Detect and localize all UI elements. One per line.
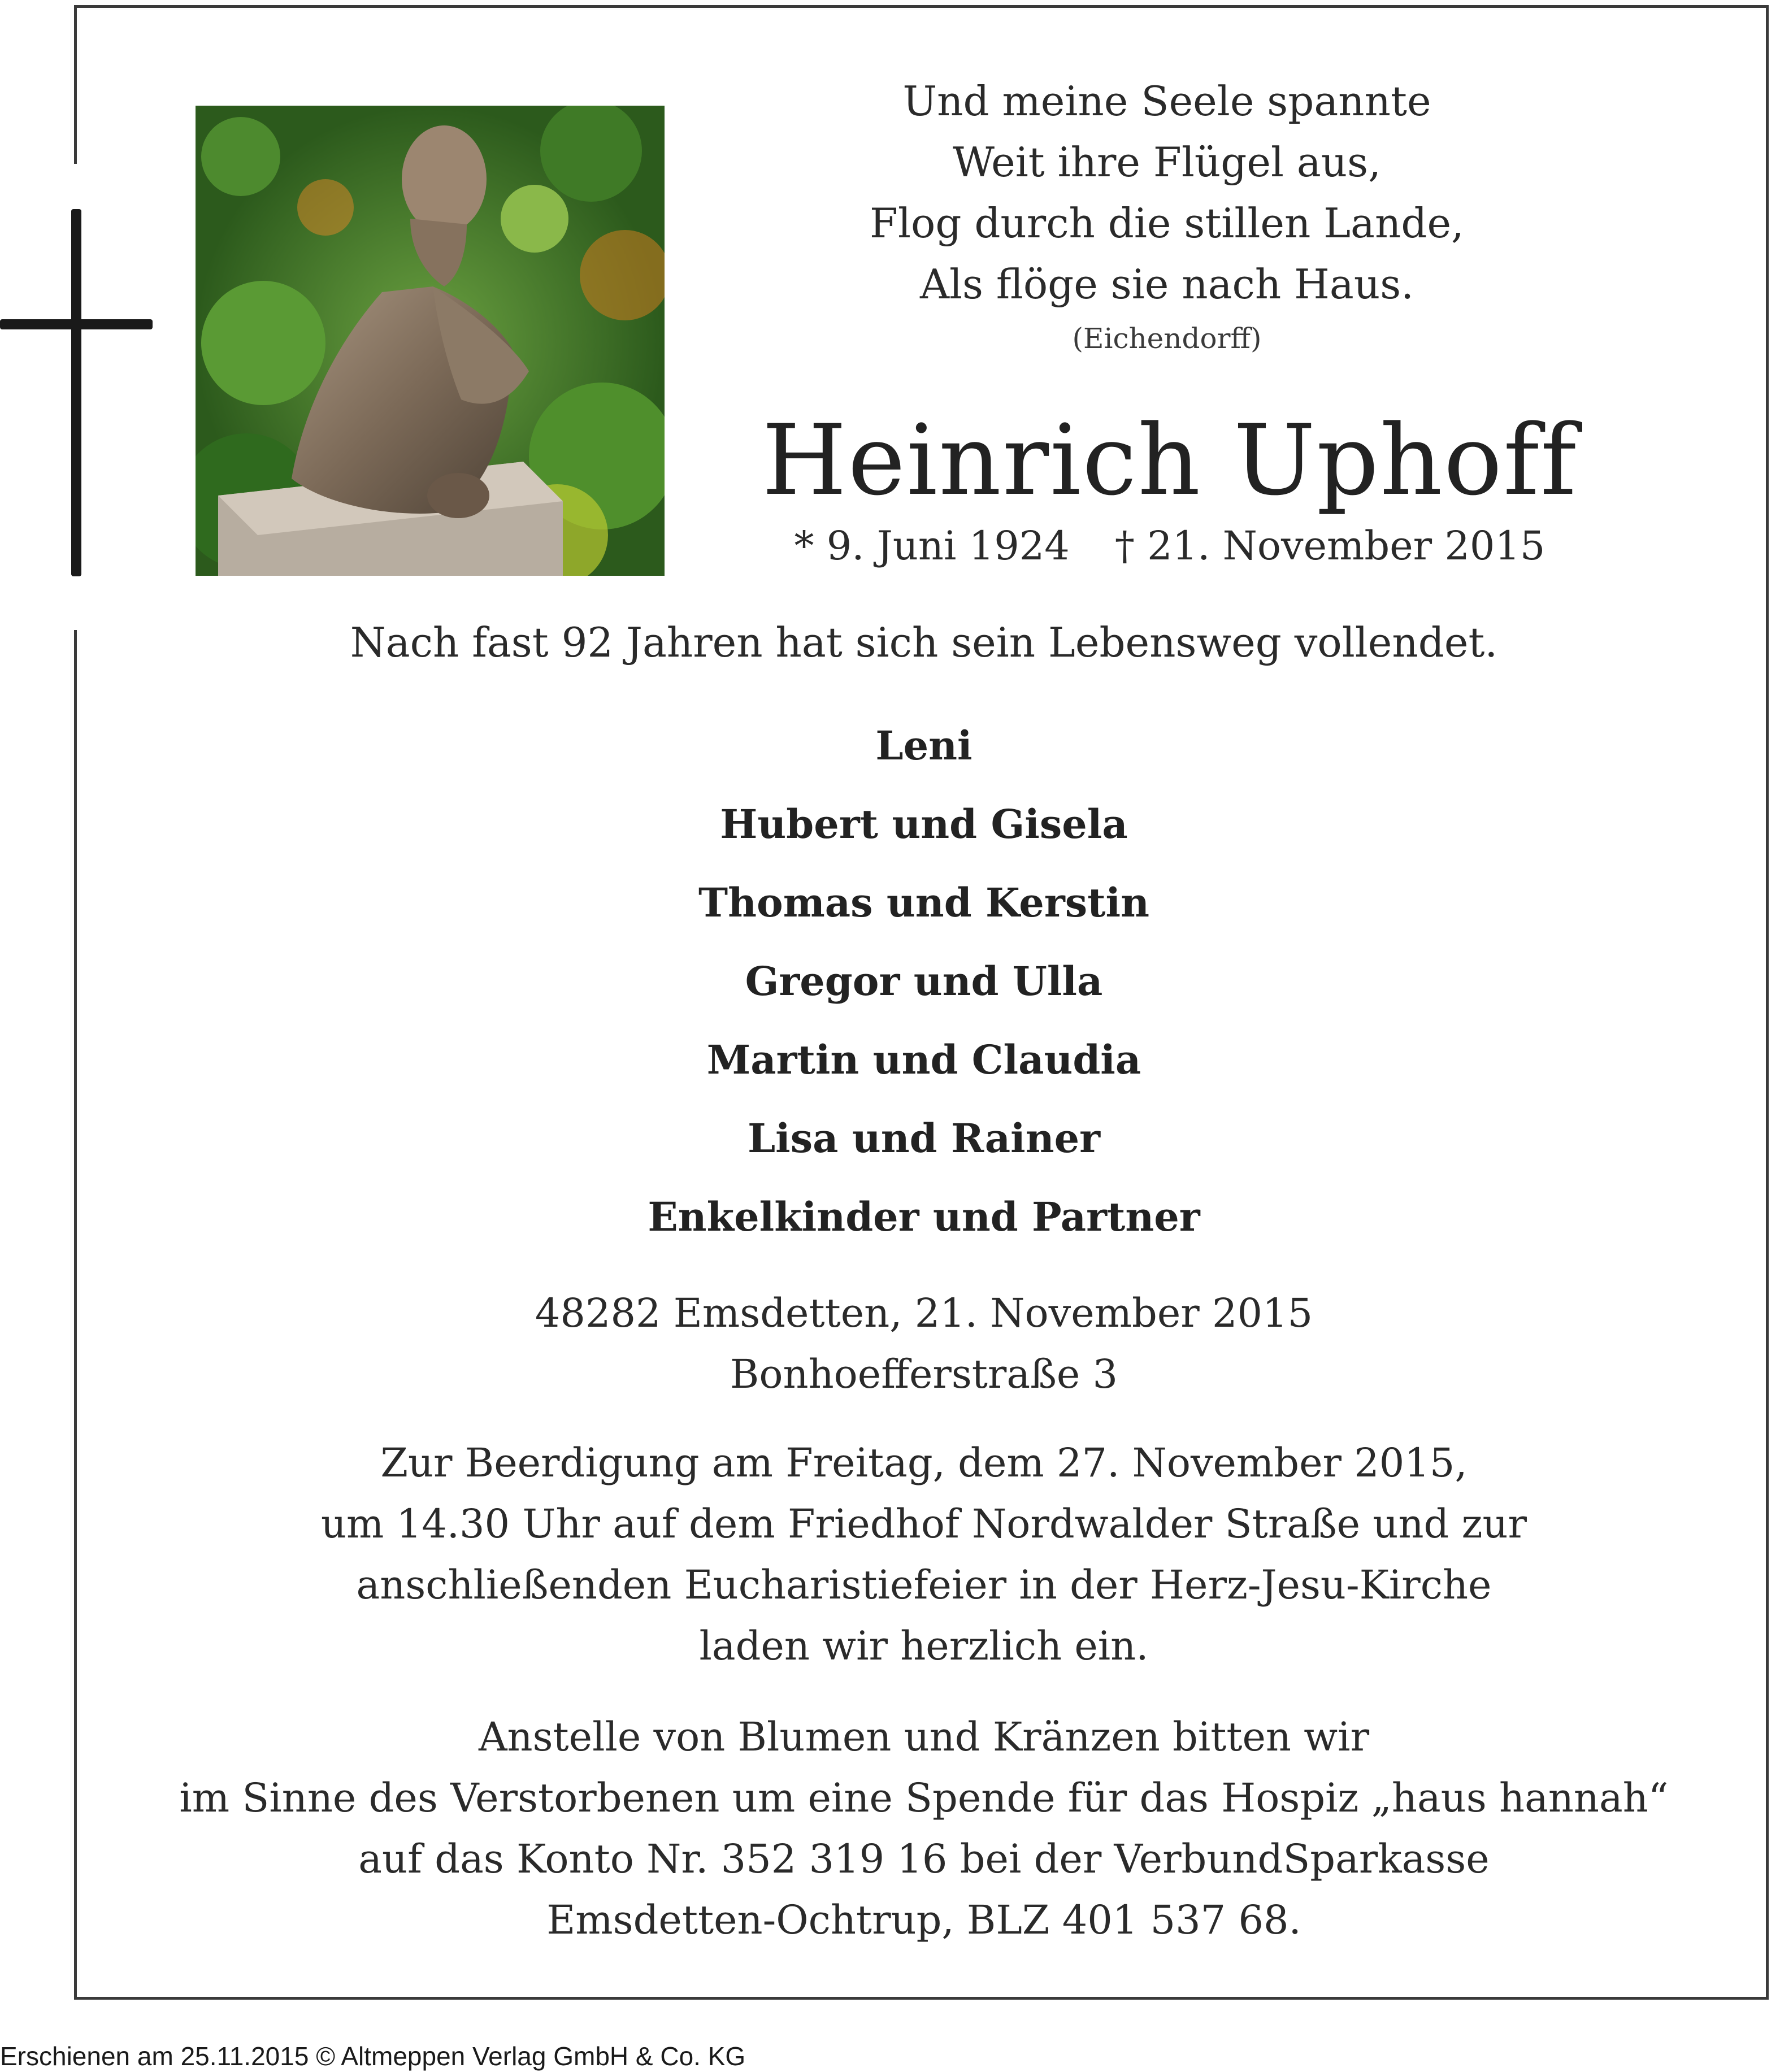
birth-date: * 9. Juni 1924	[794, 523, 1070, 569]
funeral-info	[170, 1432, 1678, 1676]
mourner: Martin und Claudia	[706, 1036, 1141, 1083]
poem	[760, 71, 1574, 315]
address	[283, 1283, 1565, 1405]
statue-photo-illustration	[196, 106, 665, 576]
mourners-list	[509, 706, 1339, 1256]
mourner: Leni	[875, 722, 973, 769]
publication-footer: Erschienen am 25.11.2015 © Altmeppen Verlag GmbH & Co. KG	[0, 2041, 746, 2071]
intro-text: Nach fast 92 Jahren hat sich sein Lebensweg vollendet.	[350, 619, 1498, 666]
donation-line: Anstelle von Blumen und Kränzen bitten wir	[478, 1714, 1370, 1760]
donation-line: Emsdetten-Ochtrup, BLZ 401 537 68.	[546, 1897, 1301, 1943]
funeral-line: um 14.30 Uhr auf dem Friedhof Nordwalder Straße und zur	[320, 1501, 1527, 1547]
death-date: † 21. November 2015	[1114, 523, 1545, 569]
address-line: 48282 Emsdetten, 21. November 2015	[535, 1290, 1313, 1336]
mourner: Lisa und Rainer	[747, 1115, 1101, 1162]
life-dates	[706, 523, 1633, 569]
mourner: Gregor und Ulla	[745, 958, 1103, 1005]
mourner: Enkelkinder und Partner	[648, 1193, 1200, 1240]
poem-line: Weit ihre Flügel aus,	[952, 138, 1381, 186]
deceased-name: Heinrich Uphoff	[762, 403, 1578, 517]
funeral-line: anschließenden Eucharistiefeier in der Herz-Jesu-Kirche	[356, 1562, 1492, 1608]
poem-line: Und meine Seele spannte	[902, 77, 1431, 125]
cross-vertical-bar	[71, 209, 81, 576]
statue-photo	[196, 106, 665, 576]
poem-attribution: (Eichendorff)	[1072, 322, 1262, 355]
poem-line: Als flöge sie nach Haus.	[919, 260, 1414, 308]
cross-horizontal-bar	[0, 319, 153, 329]
funeral-line: Zur Beerdigung am Freitag, dem 27. November 2015,	[380, 1440, 1468, 1486]
donation-line: auf das Konto Nr. 352 319 16 bei der VerbundSparkasse	[358, 1836, 1490, 1882]
funeral-line: laden wir herzlich ein.	[699, 1623, 1149, 1669]
mourner: Hubert und Gisela	[720, 801, 1128, 848]
donation-line: im Sinne des Verstorbenen um eine Spende für das Hospiz „haus hannah“	[179, 1775, 1669, 1821]
mourner: Thomas und Kerstin	[698, 879, 1149, 926]
address-line: Bonhoefferstraße 3	[730, 1351, 1118, 1397]
poem-line: Flog durch die stillen Lande,	[870, 199, 1464, 247]
donation-info	[113, 1706, 1735, 1951]
